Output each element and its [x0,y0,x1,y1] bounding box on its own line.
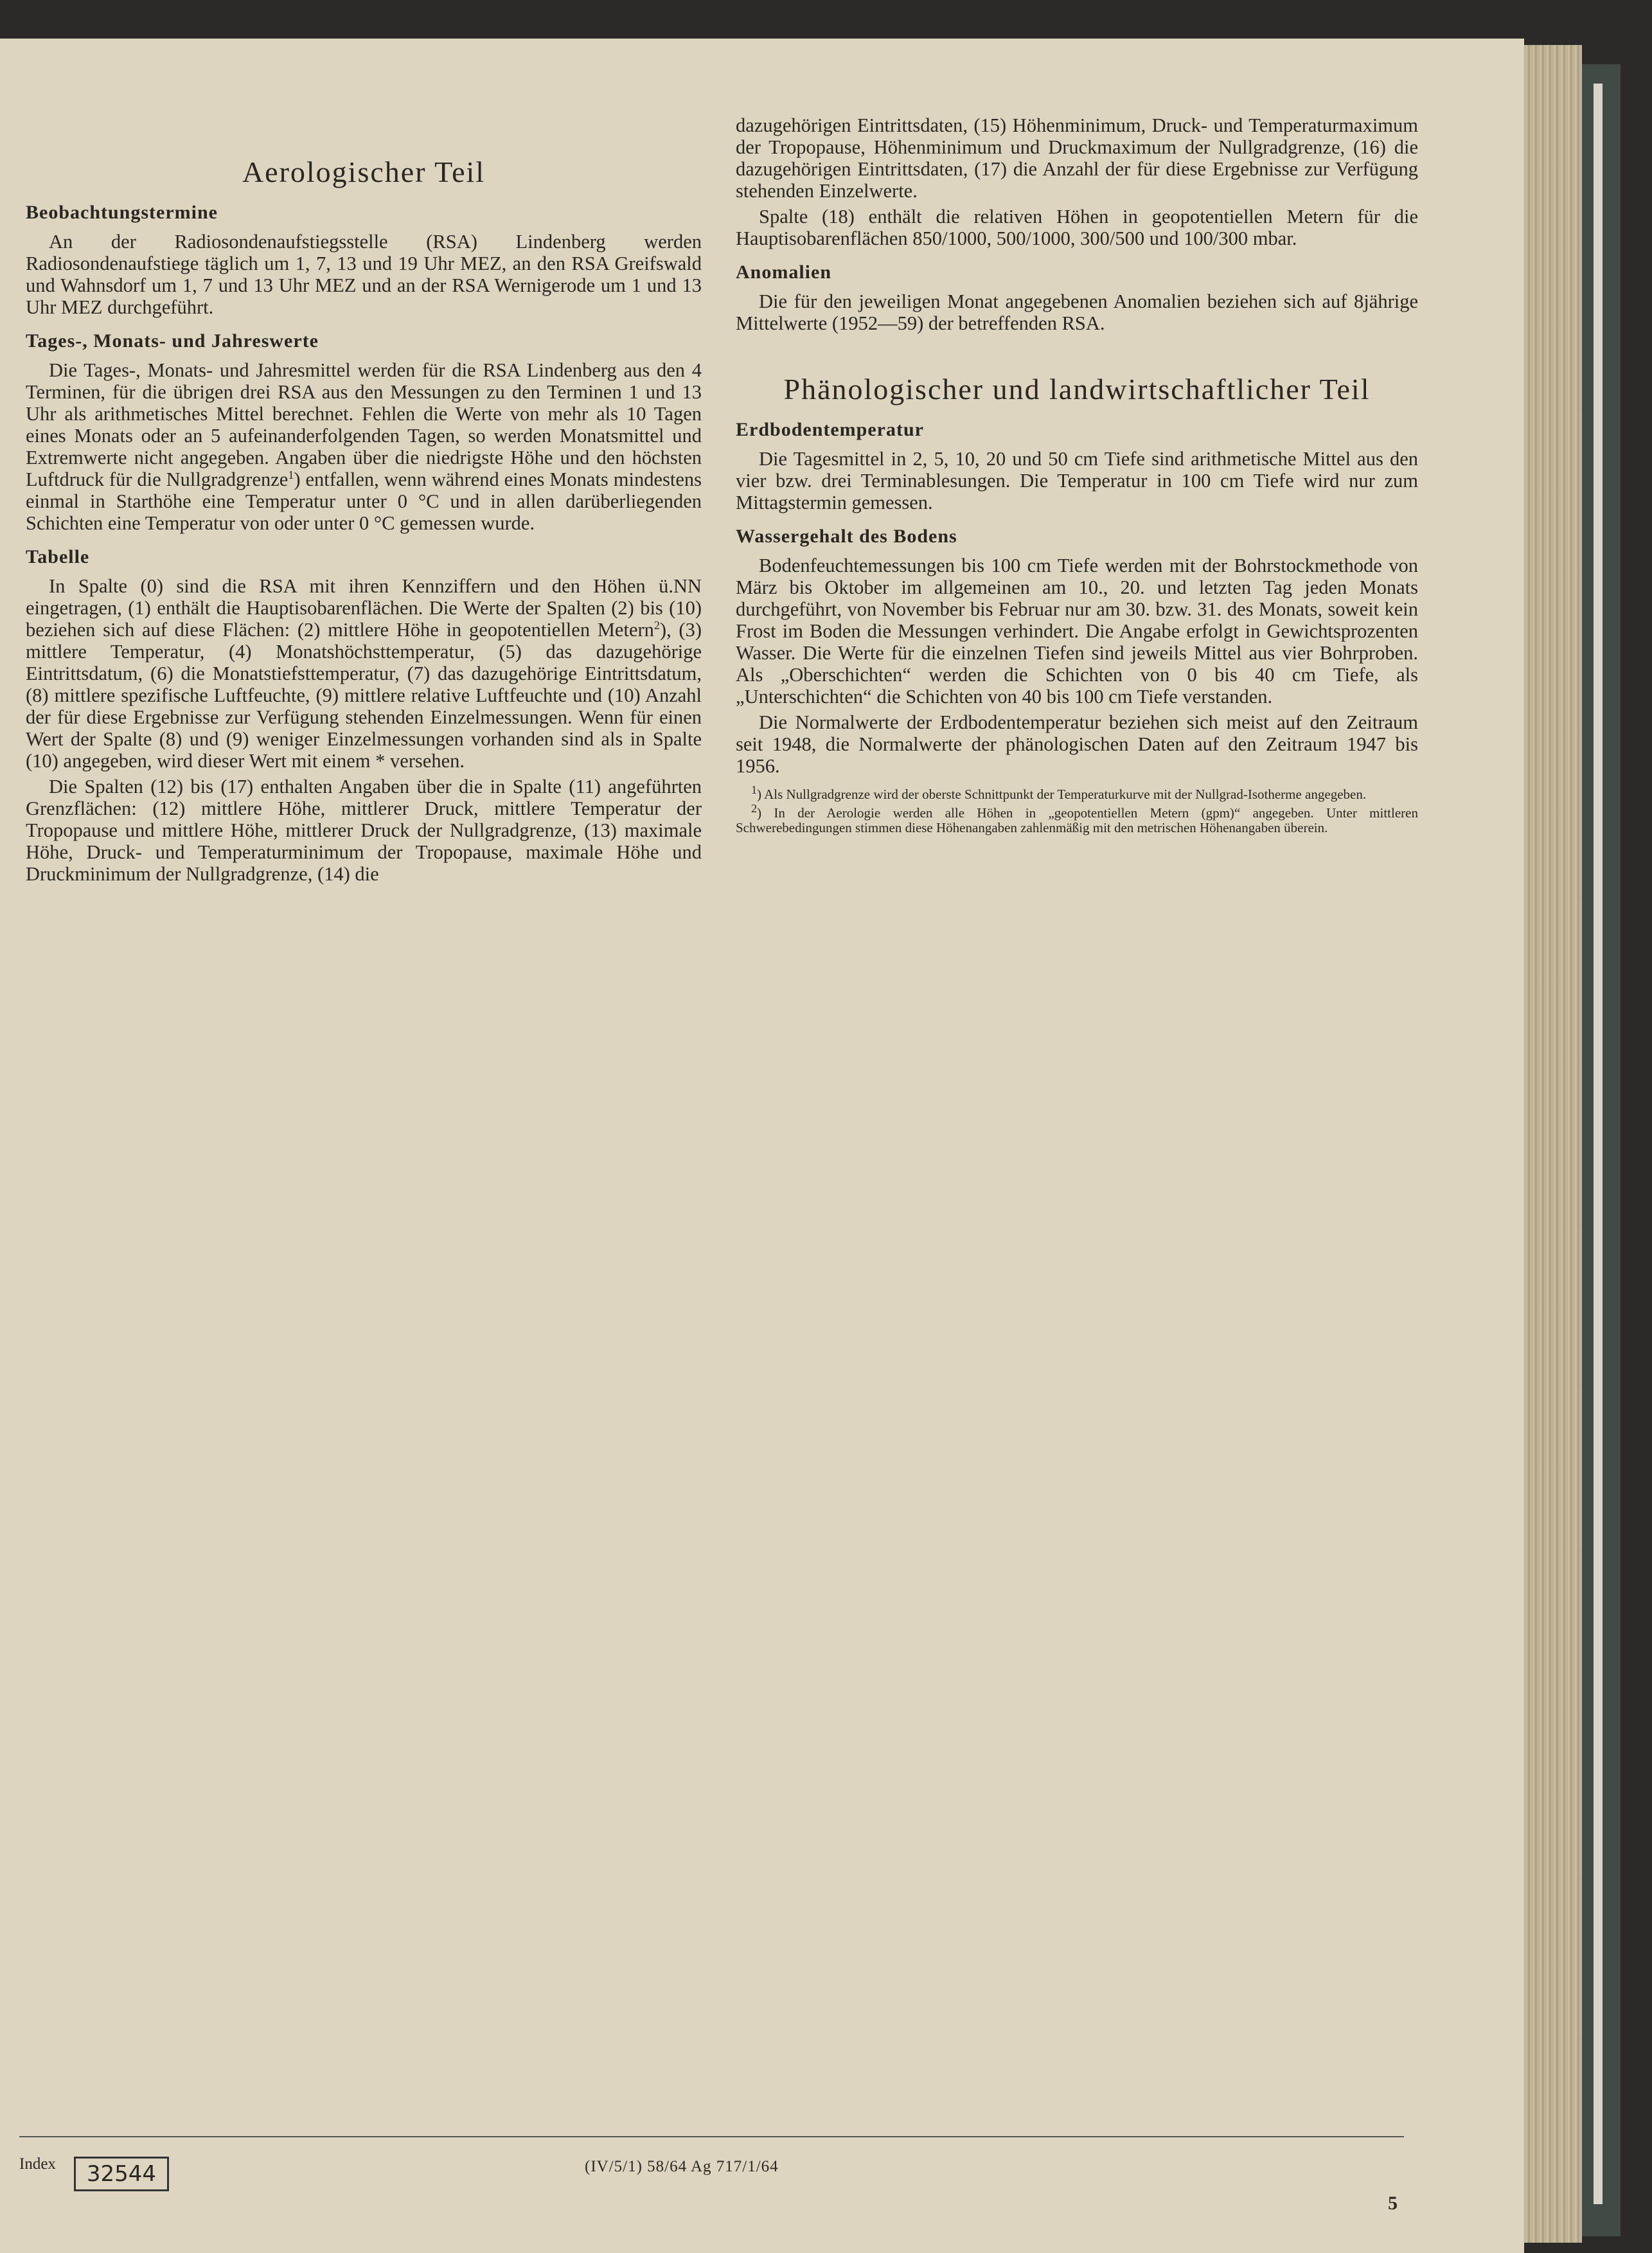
subheading-table: Tabelle [26,546,90,568]
document-page [0,39,1524,2253]
index-label: Index [19,2155,56,2173]
subheading-observation-times: Beobachtungstermine [26,202,218,224]
text-segment: ), (3) mittlere Temperatur, (4) Monatshöchsttemperatur, (5) das dazugehörige Eintrittsdatum, (6) die Monatstiefsttemperatur, (7) das dazugehörige Eintrittsdatum, (8) mittlere spezifische Luftfeuchte, (9) mittlere relative Luftfeuchte und (10) Anzahl der für diese Ergebnisse zur Verfügung stehenden Einzelmessungen. Wenn für einen Wert der Spalte (8) und (9) weniger Einzelmessungen vorhanden sind als in Spalte (10) angegeben, wird dieser Wert mit einem * versehen. [26,619,702,772]
paragraph-table-1 [26,575,702,772]
left-column [26,114,702,889]
paragraph-anomalies: Die für den jeweiligen Monat angegebenen Anomalien beziehen sich auf 8jährige Mittelwerte (1952—59) der betreffenden RSA. [736,290,1418,334]
subheading-soil-water: Wassergehalt des Bodens [736,526,957,548]
paragraph-observation-times: An der Radiosondenaufstiegsstelle (RSA) Lindenberg werden Radiosondenaufstiege täglich um 1, 7, 13 und 19 Uhr MEZ, an den RSA Greifswald und Wahnsdorf um 1, 7 und 13 Uhr MEZ und an der RSA Wernigerode um 1 und 13 Uhr MEZ durchgeführt. [26,231,702,319]
footnote-mark: 2 [751,802,757,815]
paragraph-table-2: Die Spalten (12) bis (17) enthalten Angaben über die in Spalte (11) angeführten Grenzflächen: (12) mittlere Höhe, mittlerer Druck, mittlere Temperatur der Tropopause und mittlere Höhe, mittlerer Druck der Nullgradgrenze, (13) maximale Höhe, Druck- und Temperaturminimum der Tropopause, maximale Höhe und Druckminimum der Nullgradgrenze, (14) die [26,776,702,886]
paragraph-soil-temperature: Die Tagesmittel in 2, 5, 10, 20 und 50 cm Tiefe sind arithmetische Mittel aus den vier bzw. drei Terminablesungen. Die Temperatur in 100 cm Tiefe wird nur zum Mittagstermin gemessen. [736,448,1418,514]
paragraph-soil-water-1: Bodenfeuchtemessungen bis 100 cm Tiefe werden mit der Bohrstockmethode von März bis Oktober im allgemeinen am 10., 20. und letzten Tag jeden Monats durchgeführt, von November bis Februar nur am 30. bzw. 31. des Monats, soweit kein Frost im Boden die Messungen verhindert. Die Angabe erfolgt in Gewichtsprozenten Wasser. Die Werte für die einzelnen Tiefen sind jeweils Mittel aus vier Bohrproben. Als „Oberschichten“ werden die Schichten von 0 bis 40 cm Tiefe, als „Unterschichten“ die Schichten von 40 bis 100 cm Tiefe verstanden. [736,555,1418,708]
index-number: 32544 [74,2157,169,2191]
text-segment: Die Tages-, Monats- und Jahresmittel werden für die RSA Lindenberg aus den 4 Terminen, für die übrigen drei RSA aus den Messungen zu den Terminen 1 und 13 Uhr als arithmetisches Mittel berechnet. Fehlen die Werte von mehr als 10 Tagen eines Monats oder an 5 aufeinanderfolgenden Tagen, so werden Monatsmittel und Extremwerte nicht angegeben. Angaben über die niedrigste Höhe und den höchsten Luftdruck für die Nullgradgrenze [26,359,702,491]
page-edge [1524,45,1582,2243]
footnote-ref-1: 1 [288,468,294,482]
footnote-mark: 1 [751,783,757,797]
paragraph-column-18: Spalte (18) enthält die relativen Höhen in geopotentiellen Metern für die Hauptisobarenflächen 850/1000, 500/1000, 300/500 und 100/300 mbar. [736,206,1418,249]
text-segment: ) entfallen, wenn während eines Monats mindestens einmal in Starthöhe eine Temperatur unter 0 °C und in allen darüberliegenden Schichten eine Temperatur von oder unter 0 °C gemessen wurde. [26,468,702,535]
paragraph-soil-water-2: Die Normalwerte der Erdbodentemperatur beziehen sich meist auf den Zeitraum seit 1948, die Normalwerte der phänologischen Daten auf den Zeitraum 1947 bis 1956. [736,711,1418,778]
text-segment: In Spalte (0) sind die RSA mit ihren Kennziffern und den Höhen ü.NN eingetragen, (1) enthält die Hauptisobarenflächen. Die Werte der Spalten (2) bis (10) beziehen sich auf diese Flächen: (2) mittlere Höhe in geopotentiellen Metern [26,575,702,641]
print-code: (IV/5/1) 58/64 Ag 717/1/64 [585,2158,779,2175]
section-heading-aerological: Aerologischer Teil [242,156,486,188]
subheading-soil-temperature: Erdbodentemperatur [736,419,924,441]
footnote-1 [736,783,1418,803]
subheading-daily-monthly-yearly: Tages-, Monats- und Jahreswerte [26,330,319,352]
footnotes [736,783,1418,836]
footnote-ref-2: 2 [653,619,660,632]
subheading-anomalies: Anomalien [736,262,832,283]
footnote-text: ) Als Nullgradgrenze wird der oberste Schnittpunkt der Temperaturkurve mit der Nullgrad-Isotherme angegeben. [757,787,1367,803]
footer-rule [19,2136,1404,2137]
right-column [736,114,1418,839]
page-number: 5 [1388,2193,1398,2214]
paragraph-daily-monthly-yearly [26,359,702,534]
footnote-text: ) In der Aerologie werden alle Höhen in „geopotentiellen Metern (gpm)“ angegeben. Unter mittleren Schwerebedingungen stimmen diese Höhenangaben zahlenmäßig mit den metrischen Höhenangaben überein. [736,805,1418,836]
paragraph-table-continued: dazugehörigen Eintrittsdaten, (15) Höhenminimum, Druck- und Temperaturmaximum der Tropopause, Höhenminimum und Druckmaximum der Nullgradgrenze, (16) die dazugehörigen Eintrittsdaten, (17) die Anzahl der für diese Ergebnisse zur Verfügung stehenden Einzelwerte. [736,114,1418,202]
section-heading-phenological: Phänologischer und landwirtschaftlicher Teil [783,373,1371,405]
spine-stripe [1594,84,1603,2204]
footnote-2 [736,802,1418,836]
